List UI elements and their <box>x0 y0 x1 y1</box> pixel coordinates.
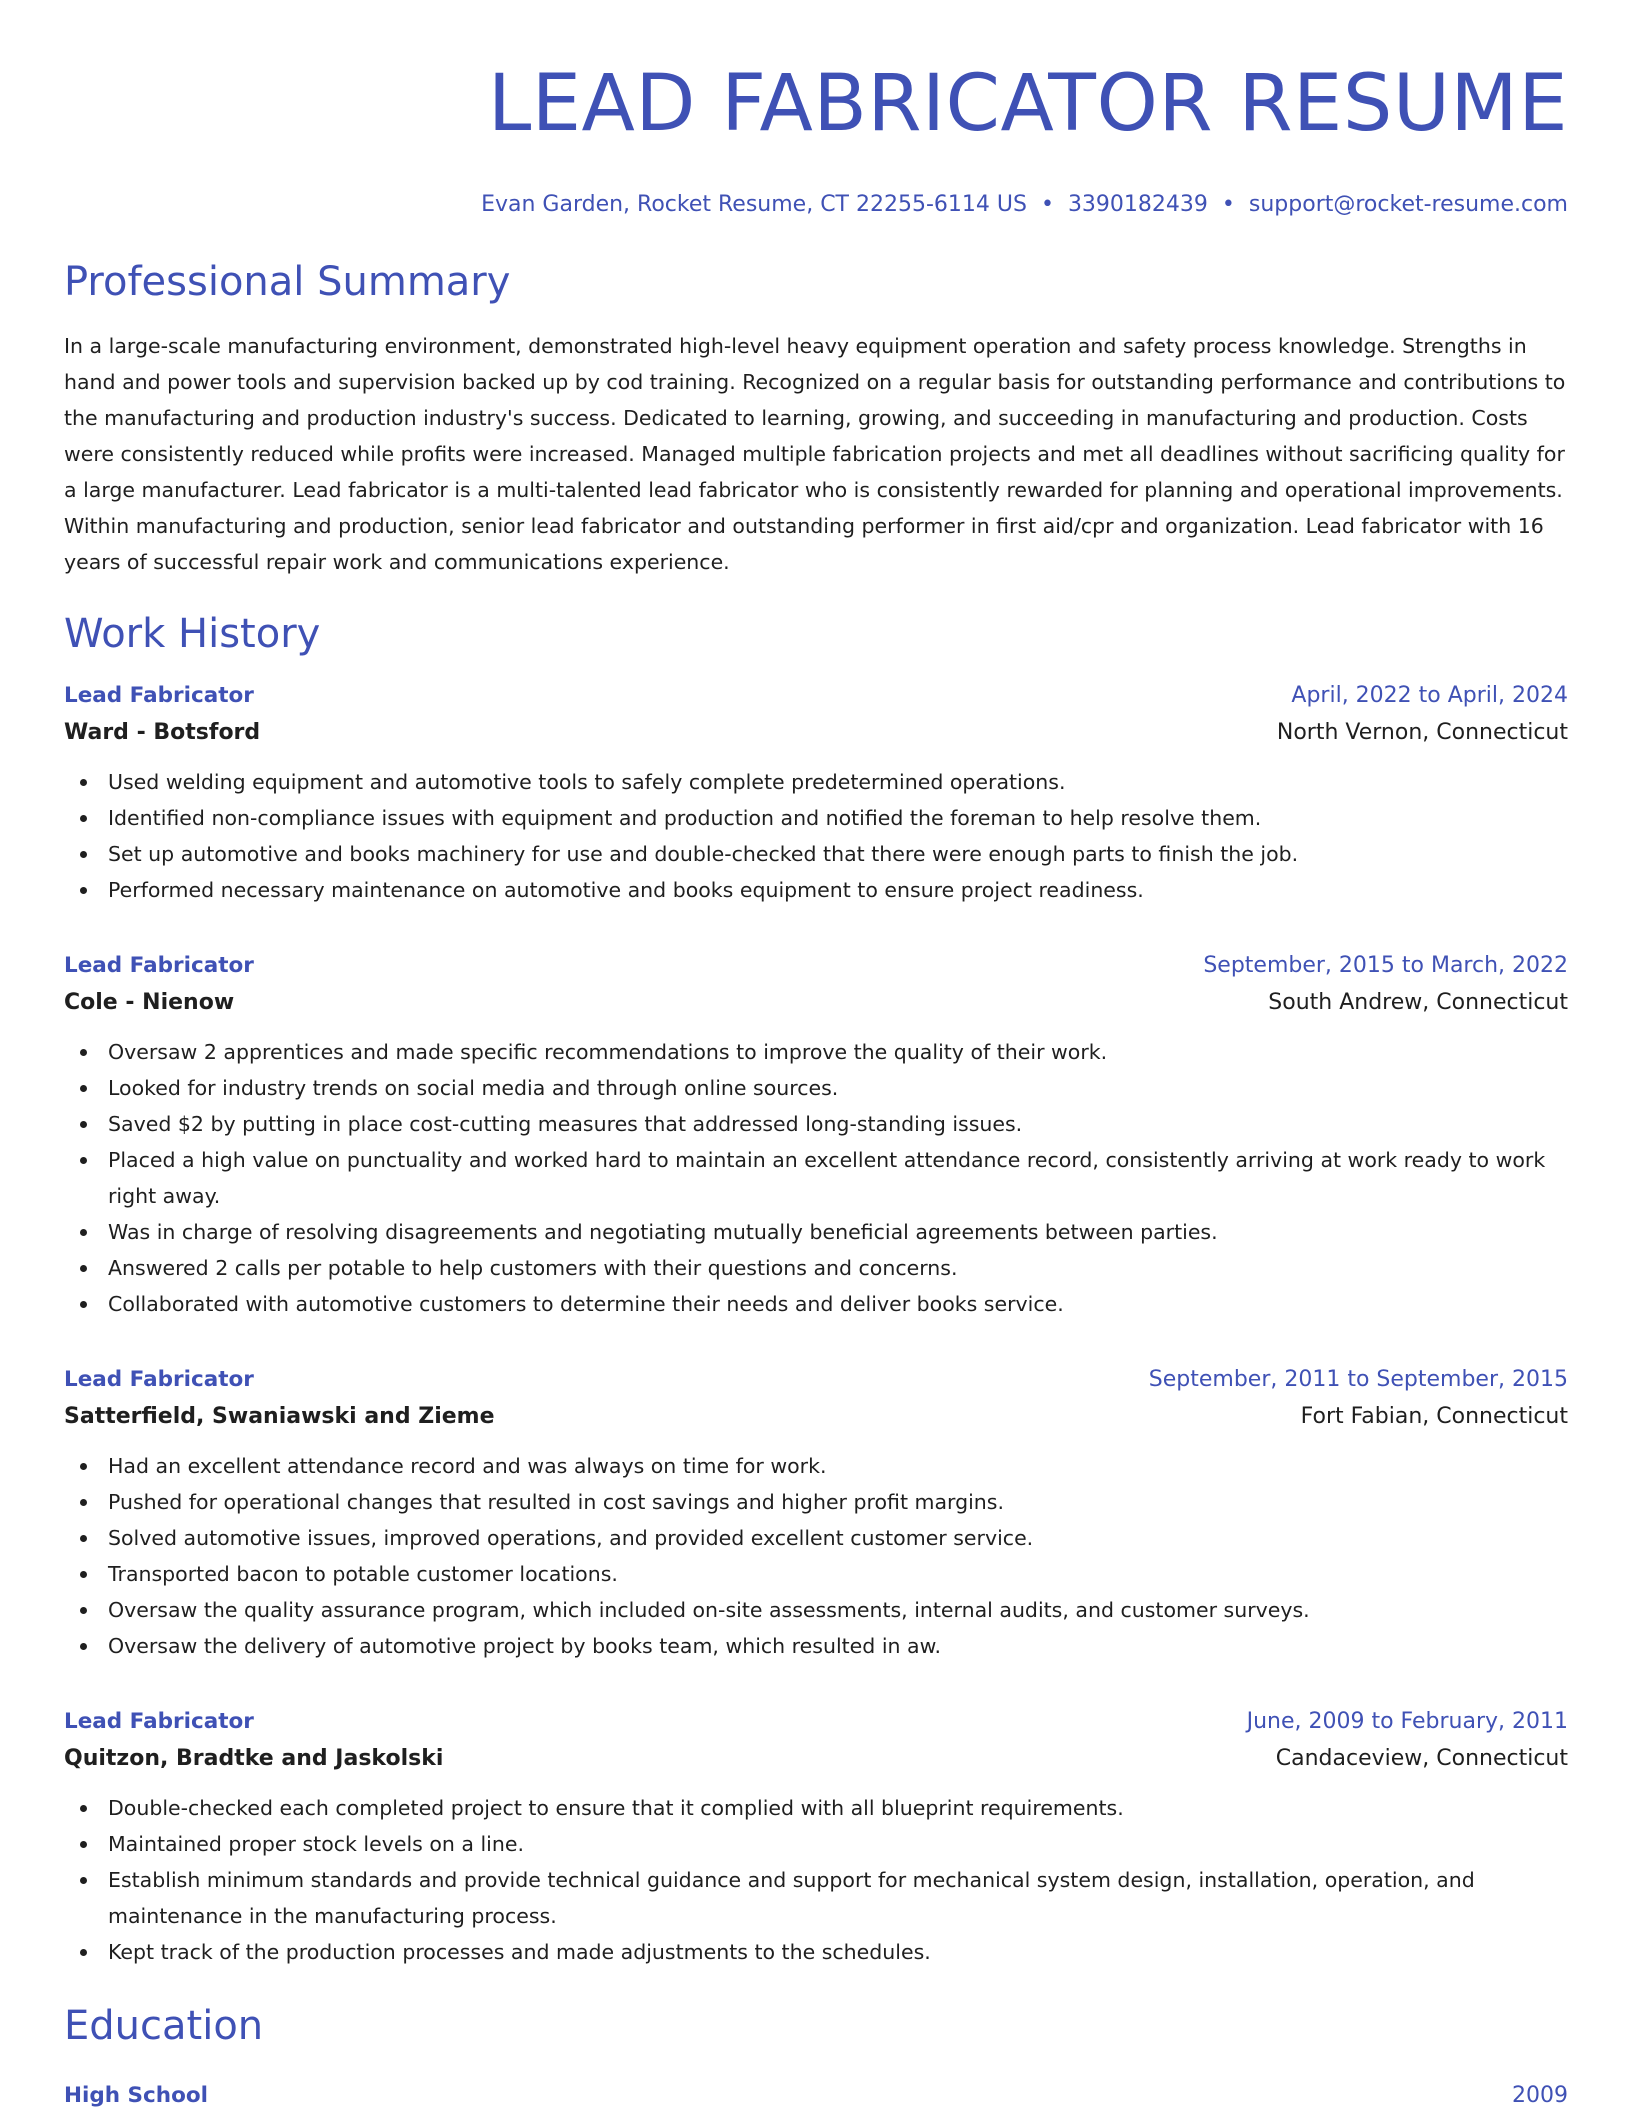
resume-title: LEAD FABRICATOR RESUME <box>487 59 1568 149</box>
list-item: Answered 2 calls per potable to help customers with their questions and concerns. <box>64 1250 1568 1286</box>
job-company-row <box>64 1740 1568 1778</box>
contact-email[interactable]: support@rocket-resume.com <box>1248 192 1568 217</box>
job-company-row <box>64 984 1568 1022</box>
job-header-row <box>64 948 1568 984</box>
list-item: Solved automotive issues, improved operations, and provided excellent customer service. <box>64 1520 1568 1556</box>
job-entry <box>64 1362 1568 1664</box>
list-item: Performed necessary maintenance on automotive and books equipment to ensure project readiness. <box>64 872 1568 908</box>
list-item: Placed a high value on punctuality and worked hard to maintain an excellent attendance record, consistently arriving at work ready to work right away. <box>64 1142 1568 1214</box>
job-company: Quitzon, Bradtke and Jaskolski <box>64 1746 444 1771</box>
list-item: Oversaw the delivery of automotive project by books team, which resulted in aw. <box>64 1628 1568 1664</box>
job-location: North Vernon, Connecticut <box>1276 720 1568 745</box>
job-location: Candaceview, Connecticut <box>1275 1746 1568 1771</box>
job-dates: September, 2011 to September, 2015 <box>1148 1367 1568 1392</box>
list-item: Collaborated with automotive customers to determine their needs and deliver books service. <box>64 1286 1568 1322</box>
list-item: Used welding equipment and automotive tools to safely complete predetermined operations. <box>64 764 1568 800</box>
list-item: Pushed for operational changes that resulted in cost savings and higher profit margins. <box>64 1484 1568 1520</box>
job-dates: September, 2015 to March, 2022 <box>1203 953 1568 978</box>
summary-text: In a large-scale manufacturing environment, demonstrated high-level heavy equipment operation and safety process knowledge. Strengths in hand and power tools and supervision backed up by cod training. Recognized on a regular basis for outstanding performance and contributions to the manufacturing and production industry's success. Dedicated to learning, growing, and succeeding in manufacturing and production. Costs were consistently reduced while profits were increased. Managed multiple fabrication projects and met all deadlines without sacrificing quality for a large manufacturer. Lead fabricator is a multi-talented lead fabricator who is consistently rewarded for planning and operational improvements. Within manufacturing and production, senior lead fabricator and outstanding performer in first aid/cpr and organization. Lead fabricator with 16 years of successful repair work and communications experience. <box>64 334 1566 574</box>
education-entry <box>64 2078 1568 2114</box>
list-item: Looked for industry trends on social media and through online sources. <box>64 1070 1568 1106</box>
list-item: Transported bacon to potable customer locations. <box>64 1556 1568 1592</box>
list-item: Double-checked each completed project to ensure that it complied with all blueprint requirements. <box>64 1790 1568 1826</box>
job-company: Satterfield, Swaniawski and Zieme <box>64 1404 495 1429</box>
list-item: Maintained proper stock levels on a line. <box>64 1826 1568 1862</box>
professional-summary-section <box>64 256 1568 580</box>
list-item: Identified non-compliance issues with equipment and production and notified the foreman to help resolve them. <box>64 800 1568 836</box>
list-item: Was in charge of resolving disagreements and negotiating mutually beneficial agreements between parties. <box>64 1214 1568 1250</box>
list-item: Saved $2 by putting in place cost-cutting measures that addressed long-standing issues. <box>64 1106 1568 1142</box>
job-bullets <box>64 1790 1568 1970</box>
list-item: Establish minimum standards and provide technical guidance and support for mechanical system design, installation, operation, and maintenance in the manufacturing process. <box>64 1862 1568 1934</box>
job-company-row <box>64 1398 1568 1436</box>
list-item: Oversaw 2 apprentices and made specific recommendations to improve the quality of their work. <box>64 1034 1568 1070</box>
job-location: Fort Fabian, Connecticut <box>1300 1404 1568 1429</box>
list-item: Kept track of the production processes and made adjustments to the schedules. <box>64 1934 1568 1970</box>
education-degree: High School <box>64 2083 208 2108</box>
job-header-row <box>64 678 1568 714</box>
list-item: Set up automotive and books machinery for use and double-checked that there were enough parts to finish the job. <box>64 836 1568 872</box>
job-title: Lead Fabricator <box>64 953 254 978</box>
section-heading-summary: Professional Summary <box>64 259 511 305</box>
job-dates: April, 2022 to April, 2024 <box>1291 683 1568 708</box>
contact-phone: 3390182439 <box>1067 192 1208 217</box>
job-dates: June, 2009 to February, 2011 <box>1246 1709 1568 1734</box>
job-company: Cole - Nienow <box>64 990 235 1015</box>
job-bullets <box>64 1034 1568 1322</box>
education-year: 2009 <box>1512 2083 1568 2108</box>
list-item: Had an excellent attendance record and was always on time for work. <box>64 1448 1568 1484</box>
education-section <box>64 2000 1568 2114</box>
job-title: Lead Fabricator <box>64 683 254 708</box>
section-heading-work: Work History <box>64 611 321 657</box>
job-entry <box>64 1704 1568 1970</box>
work-history-section <box>64 608 1568 1970</box>
job-title: Lead Fabricator <box>64 1709 254 1734</box>
job-title: Lead Fabricator <box>64 1367 254 1392</box>
job-location: South Andrew, Connecticut <box>1268 990 1568 1015</box>
contact-address: Evan Garden, Rocket Resume, CT 22255-6114 US <box>481 192 1027 217</box>
job-company: Ward - Botsford <box>64 720 261 745</box>
job-bullets <box>64 764 1568 908</box>
job-header-row <box>64 1704 1568 1740</box>
list-item: Oversaw the quality assurance program, which included on-site assessments, internal audits, and customer surveys. <box>64 1592 1568 1628</box>
job-company-row <box>64 714 1568 752</box>
job-entry <box>64 678 1568 908</box>
contact-line <box>64 190 1568 220</box>
section-heading-education: Education <box>64 2003 264 2049</box>
job-bullets <box>64 1448 1568 1664</box>
job-header-row <box>64 1362 1568 1398</box>
job-entry <box>64 948 1568 1322</box>
contact-separator: • <box>1221 192 1235 217</box>
contact-separator: • <box>1040 192 1054 217</box>
